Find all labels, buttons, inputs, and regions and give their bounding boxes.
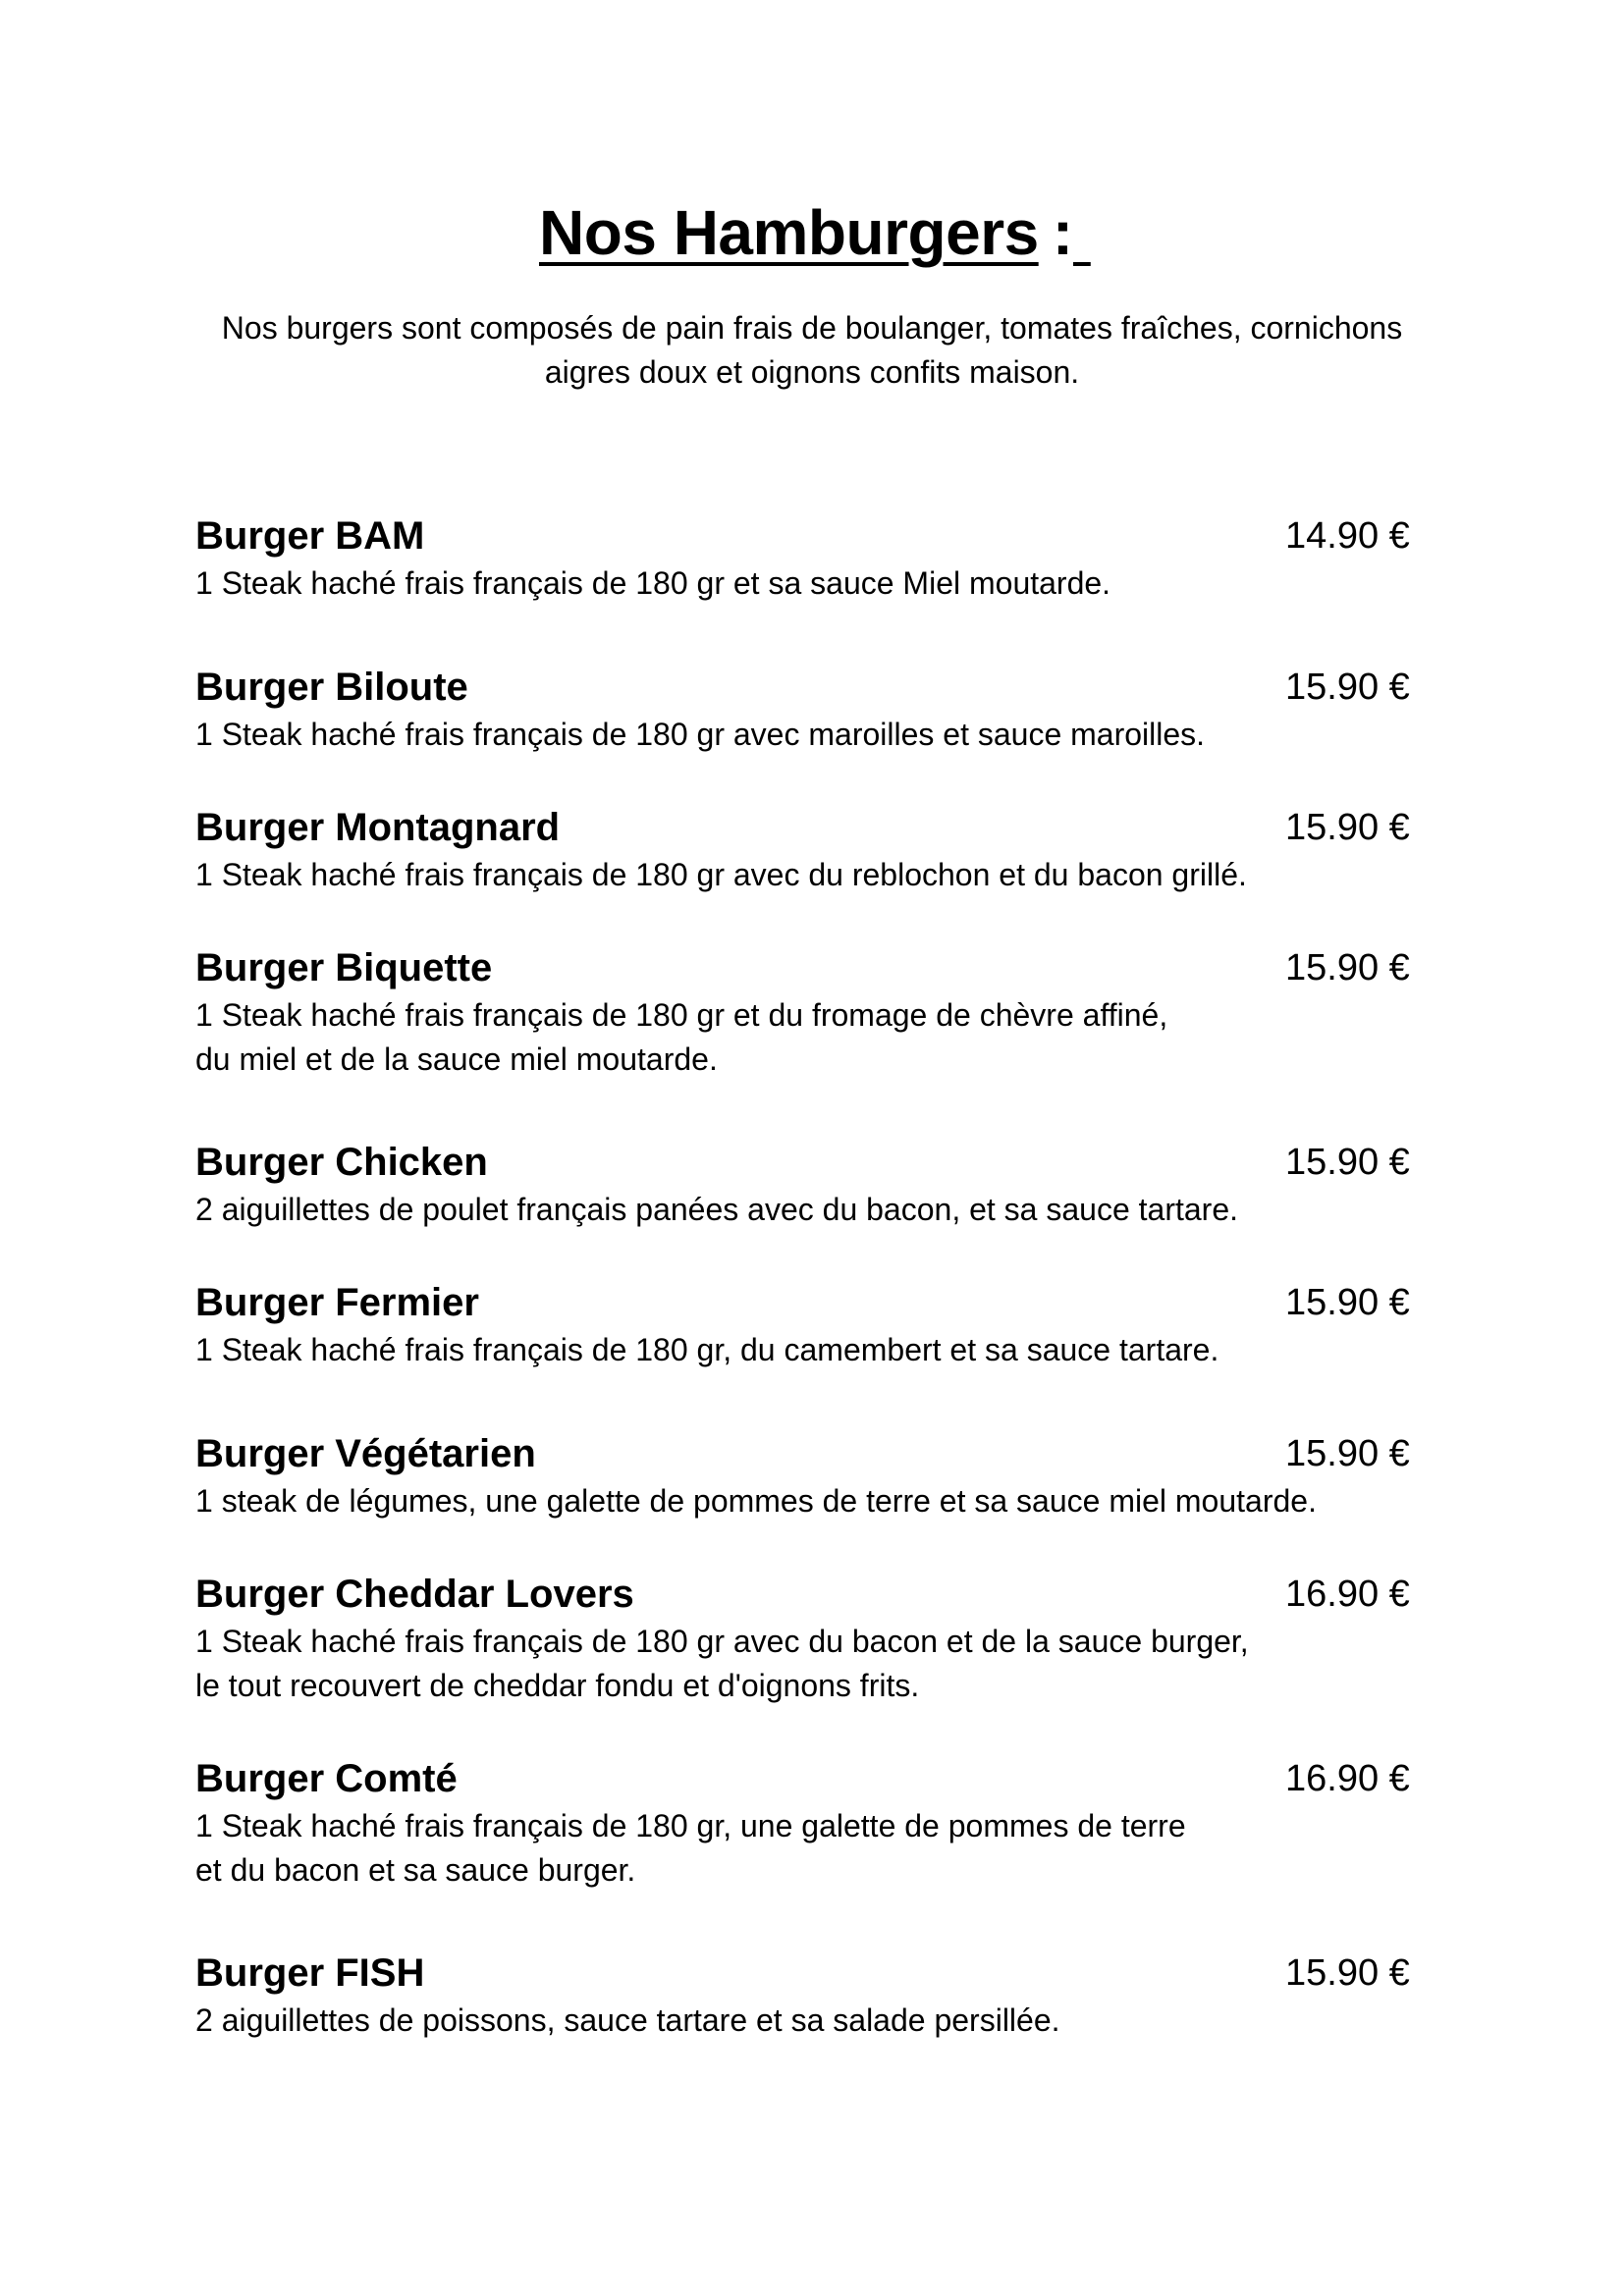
intro-text: Nos burgers sont composés de pain frais de boulanger, tomates fraîches, cornichons aigres doux et oignons confits maison. [221, 310, 1403, 390]
menu-item-name: Burger FISH [195, 1951, 425, 1995]
menu-item [195, 942, 1423, 1082]
menu-item [195, 510, 1423, 606]
menu-item-name: Burger Cheddar Lovers [195, 1573, 634, 1616]
description-line: 1 Steak haché frais français de 180 gr avec du reblochon et du bacon grillé. [195, 857, 1247, 892]
menu-item-price: 15.90 € [1285, 807, 1410, 848]
menu-item-header [195, 1753, 1423, 1804]
menu-item-description [195, 713, 1423, 757]
menu-item [195, 1569, 1423, 1708]
menu-item [195, 1948, 1423, 2043]
description-line: 1 Steak haché frais français de 180 gr avec maroilles et sauce maroilles. [195, 717, 1206, 752]
menu-item-header [195, 662, 1423, 713]
menu-item-description [195, 1620, 1423, 1708]
menu-item-price: 16.90 € [1285, 1758, 1410, 1799]
menu-item [195, 662, 1423, 757]
menu-item [195, 1137, 1423, 1232]
description-line: 1 Steak haché frais français de 180 gr et du fromage de chèvre affiné, [195, 997, 1168, 1033]
description-line: du miel et de la sauce miel moutarde. [195, 1041, 718, 1077]
menu-item-name: Burger Montagnard [195, 806, 561, 849]
title-colon-underline [1073, 196, 1085, 269]
title-block [0, 196, 1624, 269]
description-line: 2 aiguillettes de poulet français panées avec du bacon, et sa sauce tartare. [195, 1192, 1239, 1227]
menu-item-header [195, 510, 1423, 561]
menu-item-price: 15.90 € [1285, 1142, 1410, 1183]
menu-item-name: Burger Biloute [195, 666, 468, 709]
menu-item-price: 16.90 € [1285, 1574, 1410, 1615]
menu-item-description [195, 1328, 1423, 1372]
menu-item-description [195, 993, 1423, 1082]
title-colon: : [1052, 197, 1073, 268]
menu-item-description [195, 1999, 1423, 2043]
menu-item-description [195, 561, 1423, 606]
menu-item-header [195, 1569, 1423, 1620]
menu-item-name: Burger Végétarien [195, 1432, 536, 1475]
description-line: 1 Steak haché frais français de 180 gr avec du bacon et de la sauce burger, [195, 1624, 1249, 1659]
menu-item-price: 15.90 € [1285, 667, 1410, 708]
description-line: 1 Steak haché frais français de 180 gr et sa sauce Miel moutarde. [195, 565, 1111, 601]
menu-item [195, 1753, 1423, 1893]
page-title: Nos Hamburgers [539, 197, 1039, 268]
menu-item-header [195, 1428, 1423, 1479]
menu-item-name: Burger Chicken [195, 1141, 488, 1184]
menu-item-description [195, 1188, 1423, 1232]
menu-item-header [195, 1277, 1423, 1328]
description-line: 1 Steak haché frais français de 180 gr, une galette de pommes de terre [195, 1808, 1186, 1843]
menu-item-name: Burger BAM [195, 514, 425, 558]
menu-item-name: Burger Biquette [195, 946, 493, 989]
menu-item-header [195, 942, 1423, 993]
description-line: le tout recouvert de cheddar fondu et d'oignons frits. [195, 1668, 920, 1703]
menu-item [195, 1277, 1423, 1372]
menu-item-name: Burger Fermier [195, 1281, 479, 1324]
menu-item-header [195, 802, 1423, 853]
menu-item-price: 15.90 € [1285, 1282, 1410, 1323]
description-line: 1 Steak haché frais français de 180 gr, du camembert et sa sauce tartare. [195, 1332, 1219, 1367]
menu-item-price: 15.90 € [1285, 1433, 1410, 1474]
menu-item-name: Burger Comté [195, 1757, 458, 1800]
description-line: et du bacon et sa sauce burger. [195, 1852, 636, 1888]
menu-item-price: 14.90 € [1285, 515, 1410, 557]
description-line: 2 aiguillettes de poissons, sauce tartare et sa salade persillée. [195, 2002, 1060, 2038]
menu-item-price: 15.90 € [1285, 947, 1410, 988]
menu-item-header [195, 1948, 1423, 1999]
menu-item [195, 802, 1423, 897]
menu-item-price: 15.90 € [1285, 1952, 1410, 1994]
menu-item-description [195, 1804, 1423, 1893]
menu-item-header [195, 1137, 1423, 1188]
menu-item [195, 1428, 1423, 1523]
menu-item-description [195, 853, 1423, 897]
description-line: 1 steak de légumes, une galette de pommes de terre et sa sauce miel moutarde. [195, 1483, 1317, 1519]
menu-item-description [195, 1479, 1423, 1523]
